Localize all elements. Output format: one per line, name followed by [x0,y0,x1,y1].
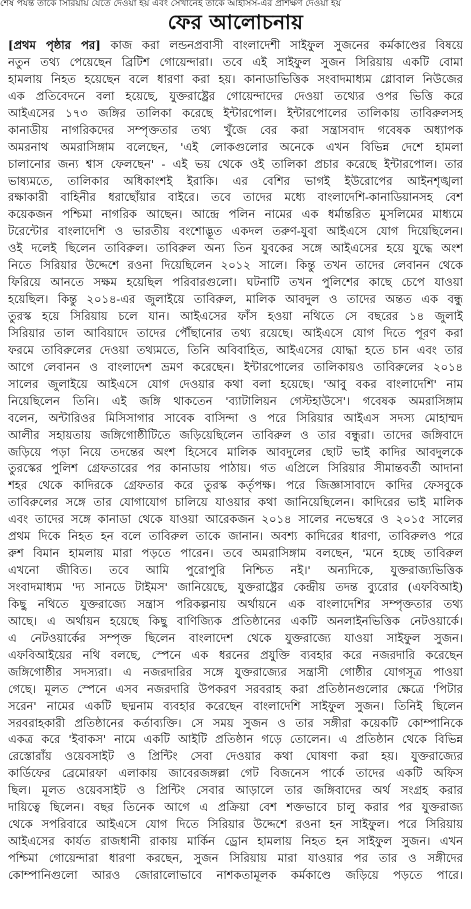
text-line: জঙ্গিগোষ্ঠীর সদস্যরা। এ নজরদারির সঙ্গে যুক্তরাজ্যের সন্ত্রাসী গোষ্ঠীর যোগসূত্র পাওয়া [8,664,463,679]
text-line: এখনো জীবিত। তবে আমি পুরোপুরি নিশ্চিত নই।' অন্যদিকে, যুক্তরাজ্যভিত্তিক [8,563,463,578]
text-line: এক প্রতিবেদনে বলা হয়েছে, যুক্তরাষ্ট্রের গোয়েন্দাদের দেওয়া তথ্যের ওপর ভিত্তি করে [8,88,463,103]
text-line: হয়েছিল। কিন্তু ২০১৪-এর জুলাইয়ে তাবিরুল, মালিক আবদুল ও তাদের অন্তত এক বন্ধু [8,292,463,307]
text-line: কার্ডিফের ব্রেমোরফা এলাকায় জাবেরজঙ্গল্লা গেট বিজনেস পার্কে তাদের একটি অফিস [8,766,463,781]
text-line: শহর থেকে কাদিরকে গ্রেফতার করে তুরস্ক কর্তৃপক্ষ। পরে জিজ্ঞাসাবাদে কাদির ফেসবুকে [8,478,463,493]
text-line: বলেন, অন্টারিওর মিসিসাগার সাবেক বাসিন্দা ও পরে সিরিয়ার আইএস সদস্য মোহাম্মদ [8,410,463,425]
text-line: গেছে। মূলত স্পেনে এসব নজরদারি উপকরণ সরবরাহ করা প্রতিষ্ঠানগুলোর ক্ষেত্রে 'পিটার [8,681,463,696]
text-line [8,37,463,54]
article-headline: ফের আলোচনায় [167,10,304,34]
text-line: আইএসের ১৭৩ জঙ্গির তালিকা করেছে ইন্টারপোল। ইন্টারপোলের তালিকায় তাবিরুলসহ [8,105,463,120]
text-line: রুশ বিমান হামলায় মারা পড়তে পারেন। তবে অমরাসিঙ্গাম বলছেন, 'মনে হচ্ছে তাবিরুল [8,546,463,561]
text-line: কানাডীয় নাগরিকদের সম্পৃক্ততার তথ্য খুঁজে বের করা সন্ত্রাসবাদ গবেষক অধ্যাপক [8,122,463,137]
text-line: চালানোর জন্য শ্বাস ফেলছেন' - এই ভয় থেকে ওই তালিকা প্রচার করেছে ইন্টারপোল। তার [8,156,463,171]
text-line: এ নেটওয়ার্কের সম্পৃক্ত ছিলেন বাংলাদেশ থেকে যুক্তরাজ্যে যাওয়া সাইফুল সুজন। [8,630,463,645]
text-line: সরবরাহকারী প্রতিষ্ঠানের কর্তাব্যক্তি। সে সময় সুজন ও তার সঙ্গীরা কয়েকটি কোম্পানিকে [8,715,463,730]
text-line: প্রথম দিকে নিহত হন বলে তাবিরুল তাকে জানান। অবশ্য কাদিরের ধারণা, তাবিরুলও পরে [8,529,463,544]
text-line: তুরস্ক হয়ে সিরিয়ায় চলে যান। আইএসের ফাঁস হওয়া নথিতে সে বছরের ১৪ জুলাই [8,309,463,323]
text-line: পশ্চিমা গোয়েন্দারা ধারণা করছেন, সুজন সিরিয়ায় মারা যাওয়ার পর তার ও সঙ্গীদের [8,851,463,865]
text-line: রক্ষাকারী বাহিনীর ধরাছোঁয়ার বাইরে। তবে তাদের মধ্যে বাংলাদেশি-কানাডিয়ানসহ বেশ [8,190,463,205]
text-line: সালের জুলাইয়ে আইএসে যোগ দেওয়ার কথা বলা হয়েছে। 'আবু বকর বাংলাদেশি' নাম [8,376,463,391]
article-body [8,37,463,905]
text-line: সংবাদমাধ্যম 'দ্য সানডে টাইমস' জানিয়েছে, যুক্তরাষ্ট্রের কেন্দ্রীয় তদন্ত ব্যুরোর (এফবিআই) [8,580,463,594]
text-line: নিতে সিরিয়ার উদ্দেশে রওনা দিয়েছিলেন ২০১২ সালে। কিন্তু তখন তাদের লেবানন থেকে [8,258,463,273]
text-line: থেকে সপরিবারে আইএসে যোগ দিতে সিরিয়ার উদ্দেশে রওনা হন সাইফুল। পরে সিরিয়ায় [8,817,463,832]
text-line: এবং তাদের সঙ্গে কানাডা থেকে যাওয়া আরেকজন ২০১৪ সালের নভেম্বরে ও ২০১৫ সালের [8,512,463,527]
text-line: কিছু নথিতে যুক্তরাজ্যে সন্ত্রাস পরিকল্পনায় অর্থায়নে এক বাংলাদেশির সম্পৃক্ততার তথ্য [8,596,463,611]
text-line: তুরস্কের পুলিশ গ্রেফতারের পর কানাডায় পাঠায়। গত এপ্রিলে সিরিয়ার সীমান্তবর্তী আদানা [8,461,463,476]
text-line: হামলায় নিহত হয়েছেন বলে ধারণা করা হয়। কানাডাভিত্তিক সংবাদমাধ্যম গ্লোবাল নিউজের [8,71,463,86]
text-line: এফবিআইয়ের নথি বলছে, স্পেনে এক ধরনের প্রযুক্তি ব্যবহার করে নজরদারি করেছেন [8,647,463,662]
text-line: সিরিয়ার তাল আবিয়াদে তাদের পৌঁছানোর তথ্য রয়েছে। আইএসে যোগ দিতে পূরণ করা [8,325,463,340]
text-line: আগে লেবানন ও বাংলাদেশ ভ্রমণ করেছেন। ইন্টারপোলের তালিকায়ও তাবিরুলের ২০১৪ [8,359,463,374]
text-line: তাবিরুলের সঙ্গে তার যোগাযোগ চালিয়ে যাওয়ার কথা জানিয়েছিলেন। কাদিরের ভাই মালিক [8,495,463,510]
text-line: ওই দলেই ছিলেন তাবিরুল। তাবিরুল অন্য তিন যুবকের সঙ্গে আইএসের হয়ে যুদ্ধে অংশ [8,241,463,256]
text-line: অমরনাথ অমরাসিঙ্গাম বলেছেন, 'এই লোকগুলোর অনেকে এখন বিভিন্ন দেশে হামলা [8,139,463,154]
text-line-content: কাজ করা লন্ডনপ্রবাসী বাংলাদেশী সাইফুল সুজনের কর্মকাণ্ডের বিষয়ে [100,38,463,52]
continued-from-label: [প্রথম পৃষ্ঠার পর] [8,38,101,52]
text-line: কয়েকজন পশ্চিমা নাগরিক আছেন। আন্দ্রে পলিন নামের এক ধর্মান্তরিত মুসলিমের মাধ্যমে [8,207,463,222]
text-line: একত্র করে 'ইবাকস' নামে একটি আইটি প্রতিষ্ঠান গড়ে তোলেন। এ প্রতিষ্ঠান থেকে বিভিন্ন [8,732,463,747]
text-line: ছিল। মূলত ওয়েবসাইট ও প্রিন্টিং সেবার আড়ালে তার জঙ্গিবাদের অর্থ সংগ্রহ করার [8,783,463,798]
text-line: ভাষ্যমতে, তালিকার অধিকাংশই ইরাকি। এর বেশির ভাগই ইউরোপের আইনশৃঙ্খলা [8,173,463,188]
text-line [8,884,463,901]
text-line: নতুন তথ্য পেয়েছেন ব্রিটিশ গোয়েন্দারা। তবে এই সাইফুল সুজন সিরিয়ায় একটি বোমা [8,54,463,69]
text-line: কোম্পানিগুলো আরও জোরালোভাবে নাশকতামূলক কর্মকাণ্ডে জড়িয়ে পড়তে পারে। [8,867,463,882]
previous-article-strip: শেষ পর্যন্ত তাকে সিরিয়ায় যেতে দেওয়া হয় এবং সেখানেই তাকে আইসিস-এর প্রশিক্ষণ দেওয়া হয় [0,0,342,8]
text-line: ফিরিয়ে আনতে সক্ষম হয়েছিল পরিবারগুলো। ঘটনাটি তখন পুলিশের কাছে চেপে যাওয়া [8,275,463,290]
text-line: জড়িয়ে পড়া নিয়ে তদন্তের অংশ হিসেবে মালিক আবদুলের ছোট ভাই কাদির আবদুলকে [8,444,463,459]
text-line: রেস্তোরাঁয় ওয়েবসাইট ও প্রিন্টিং সেবা দেওয়ার কথা ঘোষণা করা হয়। যুক্তরাজ্যের [8,749,463,764]
text-line: আইএসের কার্যত রাজধানী রাকায় মার্কিন ড্রোন হামলায় নিহত হন সাইফুল সুজন। এখন [8,834,463,849]
text-line: নিয়েছিলেন তিনি। এই জঙ্গি থাকতেন 'ব্যাটালিয়ন গেস্টহাউসে'। গবেষক অমরাসিঙ্গাম [8,393,463,408]
text-line: ফরমে তাবিরুলের দেওয়া তথ্যমতে, তিনি অবিবাহিত, আইএসের যোদ্ধা হতে চান এবং তার [8,342,463,357]
text-line: আলীর সহায়তায় জঙ্গিগোষ্ঠীটিতে জড়িয়েছিলেন তাবিরুল ও তার বন্ধুরা। তাদের জঙ্গিবাদে [8,427,463,442]
text-line: দায়িত্বে ছিলেন। বছর তিনেক আগে এ প্রক্রিয়া বেশ শক্তভাবে চালু করার পর যুক্তরাজ্য [8,800,463,815]
text-line: সরেন' নামের একটি ছদ্মনাম ব্যবহার করেছেন বাংলাদেশি সাইফুল সুজন। তিনিই ছিলেন [8,698,463,713]
text-line: টরেন্টোর বাংলাদেশি ও ভারতীয় বংশোদ্ভূত একদল তরুণ-যুবা আইএসে যোগ দিয়েছিলেন। [8,224,463,239]
text-line: আছে। এ অর্থায়ন হয়েছে কিছু বাণিজ্যিক প্রতিষ্ঠানের একটি অনলাইনভিত্তিক নেটওয়ার্কে। [8,613,463,628]
